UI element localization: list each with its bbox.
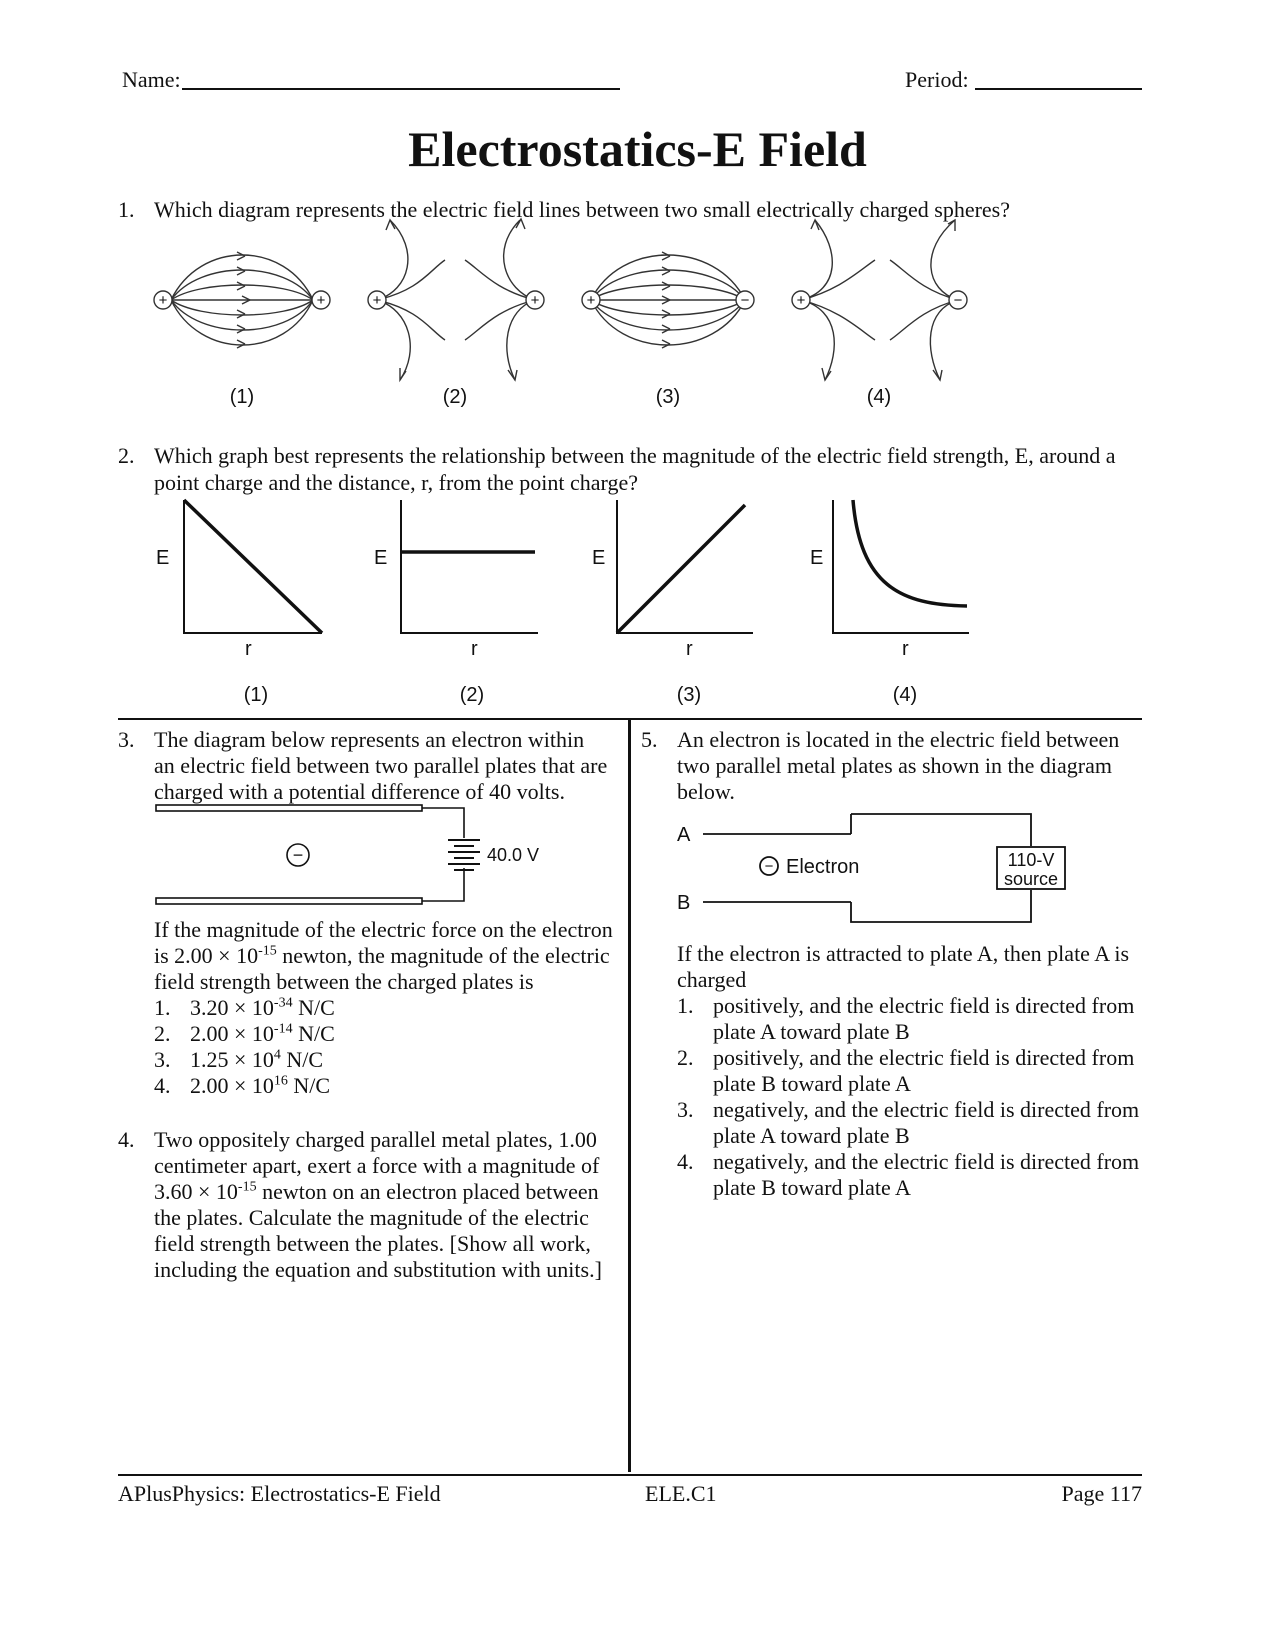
q5-option-1-line1: positively, and the electric field is directed from: [713, 993, 1135, 1018]
q3-voltage-label: 40.0 V: [487, 845, 540, 865]
name-label: Name:: [122, 67, 181, 92]
q3-option-2[interactable]: 2. $2.00 \times 10^{-14}$ N/C: [154, 1021, 335, 1046]
section-divider-vertical: [628, 720, 631, 1472]
q5-intro-line1: An electron is located in the electric field between: [677, 727, 1120, 752]
name-blank-line[interactable]: [182, 88, 620, 90]
q1-choice-1[interactable]: (1): [229, 386, 255, 408]
q5-source-label-2: source: [1003, 869, 1059, 889]
q2-graph-4-xlabel: r: [902, 638, 909, 660]
q5-intro-line2: two parallel metal plates as shown in the diagram: [677, 753, 1112, 778]
q5-option-4-line2: plate B toward plate A: [713, 1175, 911, 1200]
q3-option-4[interactable]: 4. $2.00 \times 10^{16}$ N/C: [154, 1073, 331, 1098]
q4-line6: including the equation and substitution with units.]: [154, 1257, 602, 1282]
q2-graph-1-xlabel: r: [245, 638, 252, 660]
q1-charge-6: −: [740, 292, 750, 309]
q2-number: 2.: [118, 443, 135, 468]
q5-option-1-line2: plate A toward plate B: [713, 1019, 910, 1044]
q5-option-3-line2: plate A toward plate B: [713, 1123, 910, 1148]
q2-choice-3[interactable]: (3): [676, 684, 702, 706]
q1-diagram-4: [801, 220, 958, 380]
q3-number: 3.: [118, 727, 135, 752]
q2-choice-4[interactable]: (4): [892, 684, 918, 706]
q1-diagram-1: [171, 252, 313, 348]
q1-charge-1: +: [158, 292, 168, 309]
period-blank-line[interactable]: [975, 88, 1142, 90]
q5-intro-line3: below.: [677, 779, 735, 804]
footer-center: ELE.C1: [645, 1481, 717, 1506]
q3-option-1[interactable]: 1. $3.20 \times 10^{-34}$ N/C: [154, 995, 335, 1020]
q3-stem-line3: field strength between the charged plates is: [154, 969, 534, 994]
q4-line3: $3.60 \times 10^{-15}$ newton on an electron placed between: [154, 1179, 599, 1204]
q5-stem-line2: charged: [677, 967, 747, 992]
footer-left: APlusPhysics: Electrostatics-E Field: [118, 1481, 441, 1506]
q1-diagram-3: [591, 252, 745, 348]
q1-diagram-2: [377, 219, 535, 380]
q5-source-label-1: 110-V: [1007, 850, 1055, 870]
q5-stem-line1: If the electron is attracted to plate A, then plate A is: [677, 941, 1130, 966]
q3-stem-line2: is $2.00 \times 10^{-15}$ newton, the magnitude of the electric: [154, 943, 610, 968]
q4-number: 4.: [118, 1127, 135, 1152]
q2-graph-4: [833, 500, 969, 633]
q3-option-3[interactable]: 3. $1.25 \times 10^4$ N/C: [154, 1047, 324, 1072]
page-title: Electrostatics-E Field: [408, 121, 867, 177]
q5-option-3-num: 3.: [677, 1097, 694, 1122]
q5-option-2-line2: plate B toward plate A: [713, 1071, 911, 1096]
q4-line4: the plates. Calculate the magnitude of the electric: [154, 1205, 589, 1230]
q2-graph-3: [617, 500, 753, 633]
q1-charge-3: +: [372, 292, 382, 309]
q2-graph-1: [184, 500, 322, 633]
q1-charge-5: +: [586, 292, 596, 309]
q1-field-diagrams: [0, 210, 1275, 410]
q2-choice-1[interactable]: (1): [243, 684, 269, 706]
q5-option-4-line1: negatively, and the electric field is directed from: [713, 1149, 1140, 1174]
q1-number: 1.: [118, 197, 135, 222]
period-label: Period:: [905, 67, 969, 92]
q3-plates-diagram: [150, 800, 570, 910]
q2-graph-2: [401, 500, 538, 633]
q3-stem-line1: If the magnitude of the electric force on the electron: [154, 917, 613, 942]
q2-graph-1-ylabel: E: [156, 547, 170, 569]
q2-graph-2-xlabel: r: [471, 638, 478, 660]
q2-graphs: [0, 495, 1275, 655]
q5-option-4-num: 4.: [677, 1149, 694, 1174]
q3-intro-line2: an electric field between two parallel plates that are: [154, 753, 608, 778]
q2-text-line1: Which graph best represents the relationship between the magnitude of the electric field strength, E, around a: [154, 443, 1116, 468]
footer-page-number: Page 117: [1061, 1481, 1142, 1506]
q1-choice-2[interactable]: (2): [442, 386, 468, 408]
q1-choice-3[interactable]: (3): [655, 386, 681, 408]
q5-electron-label: Electron: [786, 856, 860, 878]
q2-text-line2: point charge and the distance, r, from the point charge?: [154, 470, 638, 495]
q5-electron-symbol: −: [764, 858, 774, 875]
q1-charge-7: +: [796, 292, 806, 309]
q1-charge-4: +: [530, 292, 540, 309]
q2-graph-3-xlabel: r: [686, 638, 693, 660]
q5-plate-a-label: A: [677, 824, 691, 846]
q5-plate-b-label: B: [677, 892, 691, 914]
q5-option-2-num: 2.: [677, 1045, 694, 1070]
q5-number: 5.: [641, 727, 658, 752]
q1-text: Which diagram represents the electric field lines between two small electrically charged spheres?: [154, 197, 1011, 222]
q4-answer-area[interactable]: [154, 1290, 614, 1460]
q2-choice-2[interactable]: (2): [459, 684, 485, 706]
q2-graph-4-ylabel: E: [810, 547, 824, 569]
q2-graph-2-ylabel: E: [374, 547, 388, 569]
q1-charge-8: −: [953, 292, 963, 309]
q4-line2: centimeter apart, exert a force with a magnitude of: [154, 1153, 600, 1178]
q5-option-2-line1: positively, and the electric field is directed from: [713, 1045, 1135, 1070]
q5-plates-diagram: [675, 810, 1095, 930]
q3-electron-symbol: −: [292, 845, 304, 865]
q1-choice-4[interactable]: (4): [866, 386, 892, 408]
footer-rule: [118, 1474, 1142, 1476]
q1-charge-2: +: [316, 292, 326, 309]
q2-graph-3-ylabel: E: [592, 547, 606, 569]
q4-line5: field strength between the plates. [Show all work,: [154, 1231, 591, 1256]
q3-intro-line1: The diagram below represents an electron within: [154, 727, 585, 752]
q5-option-3-line1: negatively, and the electric field is directed from: [713, 1097, 1140, 1122]
q4-line1: Two oppositely charged parallel metal plates, 1.00: [154, 1127, 597, 1152]
q3-intro-line3: charged with a potential difference of 40 volts.: [154, 779, 565, 804]
q5-option-1-num: 1.: [677, 993, 694, 1018]
